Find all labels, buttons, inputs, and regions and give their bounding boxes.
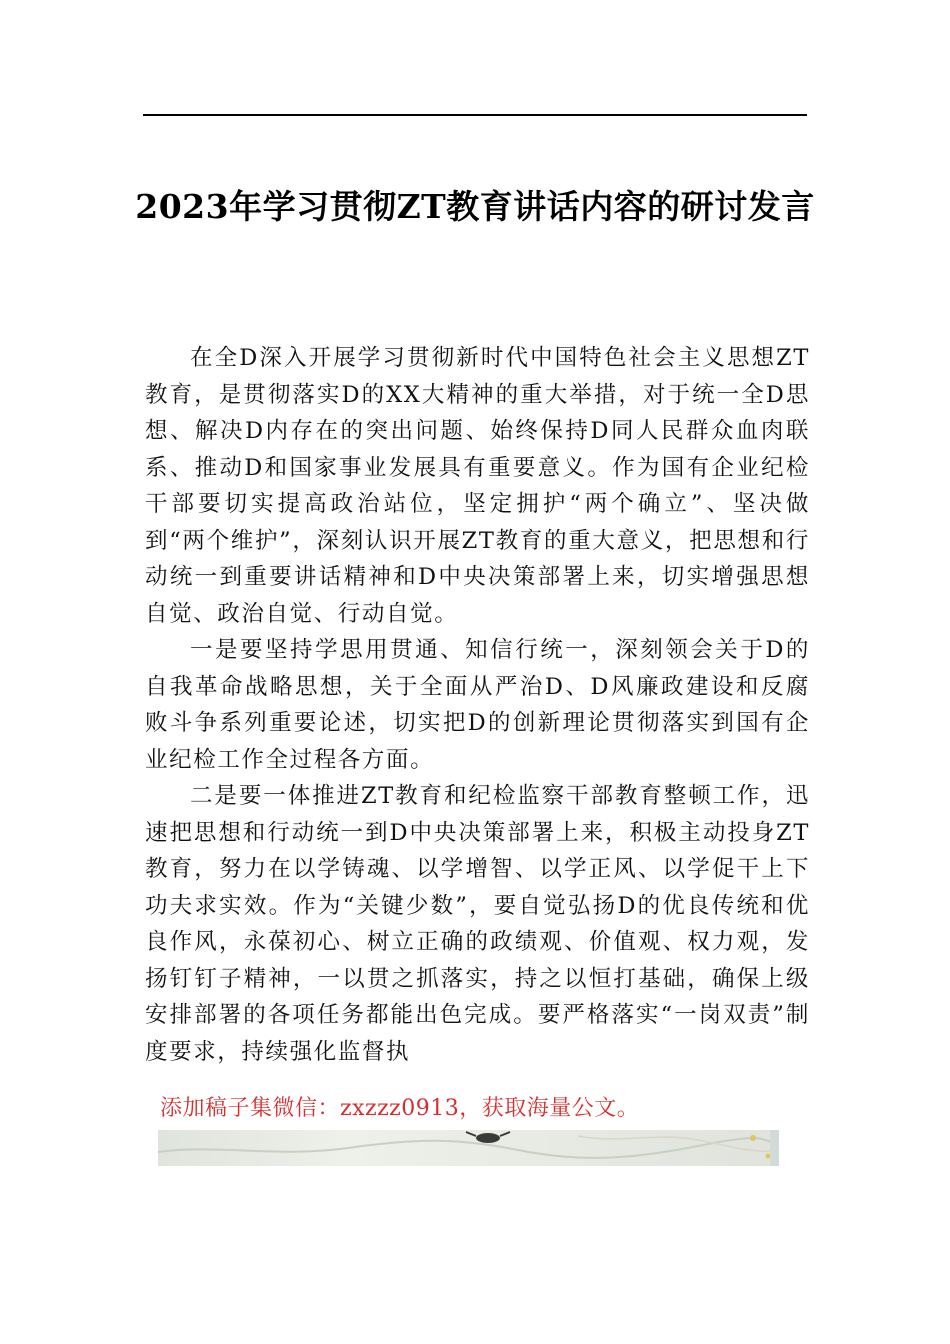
decorative-banner-image [158, 1130, 779, 1166]
ink-bird-icon [476, 1133, 500, 1143]
document-body [145, 340, 810, 1070]
document-title: 2023年学习贯彻ZT教育讲话内容的研讨发言 [135, 187, 815, 227]
promo-text: 添加稿子集微信：zxzzz0913，获取海量公文。 [160, 1096, 640, 1121]
paragraph-point-one: 一是要坚持学思用贯通、知信行统一，深刻领会关于D的自我革命战略思想，关于全面从严治D、D风廉政建设和反腐败斗争系列重要论述，切实把D的创新理论贯彻落实到国有企业纪检工作全过程各方面。 [145, 637, 810, 773]
ink-landscape-illustration [158, 1130, 779, 1166]
paragraph-intro: 在全D深入开展学习贯彻新时代中国特色社会主义思想ZT教育，是贯彻落实D的XX大精神的重大举措，对于统一全D思想、解决D内存在的突出问题、始终保持D同人民群众血肉联系、推动D和国家事业发展具有重要意义。作为国有企业纪检干部要切实提高政治站位，坚定拥护“两个确立”、坚决做到“两个维护”，深刻认识开展ZT教育的重大意义，把思想和行动统一到重要讲话精神和D中央决策部署上来，切实增强思想自觉、政治自觉、行动自觉。 [145, 345, 810, 627]
header-rule [143, 114, 807, 116]
paragraph-point-two: 二是要一体推进ZT教育和纪检监察干部教育整顿工作，迅速把思想和行动统一到D中央决策部署上来，积极主动投身ZT教育，努力在以学铸魂、以学增智、以学正风、以学促干上下功夫求实效。作为“关键少数”，要自觉弘扬D的优良传统和优良作风，永葆初心、树立正确的政绩观、价值观、权力观，发扬钉钉子精神，一以贯之抓落实，持之以恒打基础，确保上级安排部署的各项任务都能出色完成。要严格落实“一岗双责”制度要求，持续强化监督执 [145, 783, 810, 1065]
